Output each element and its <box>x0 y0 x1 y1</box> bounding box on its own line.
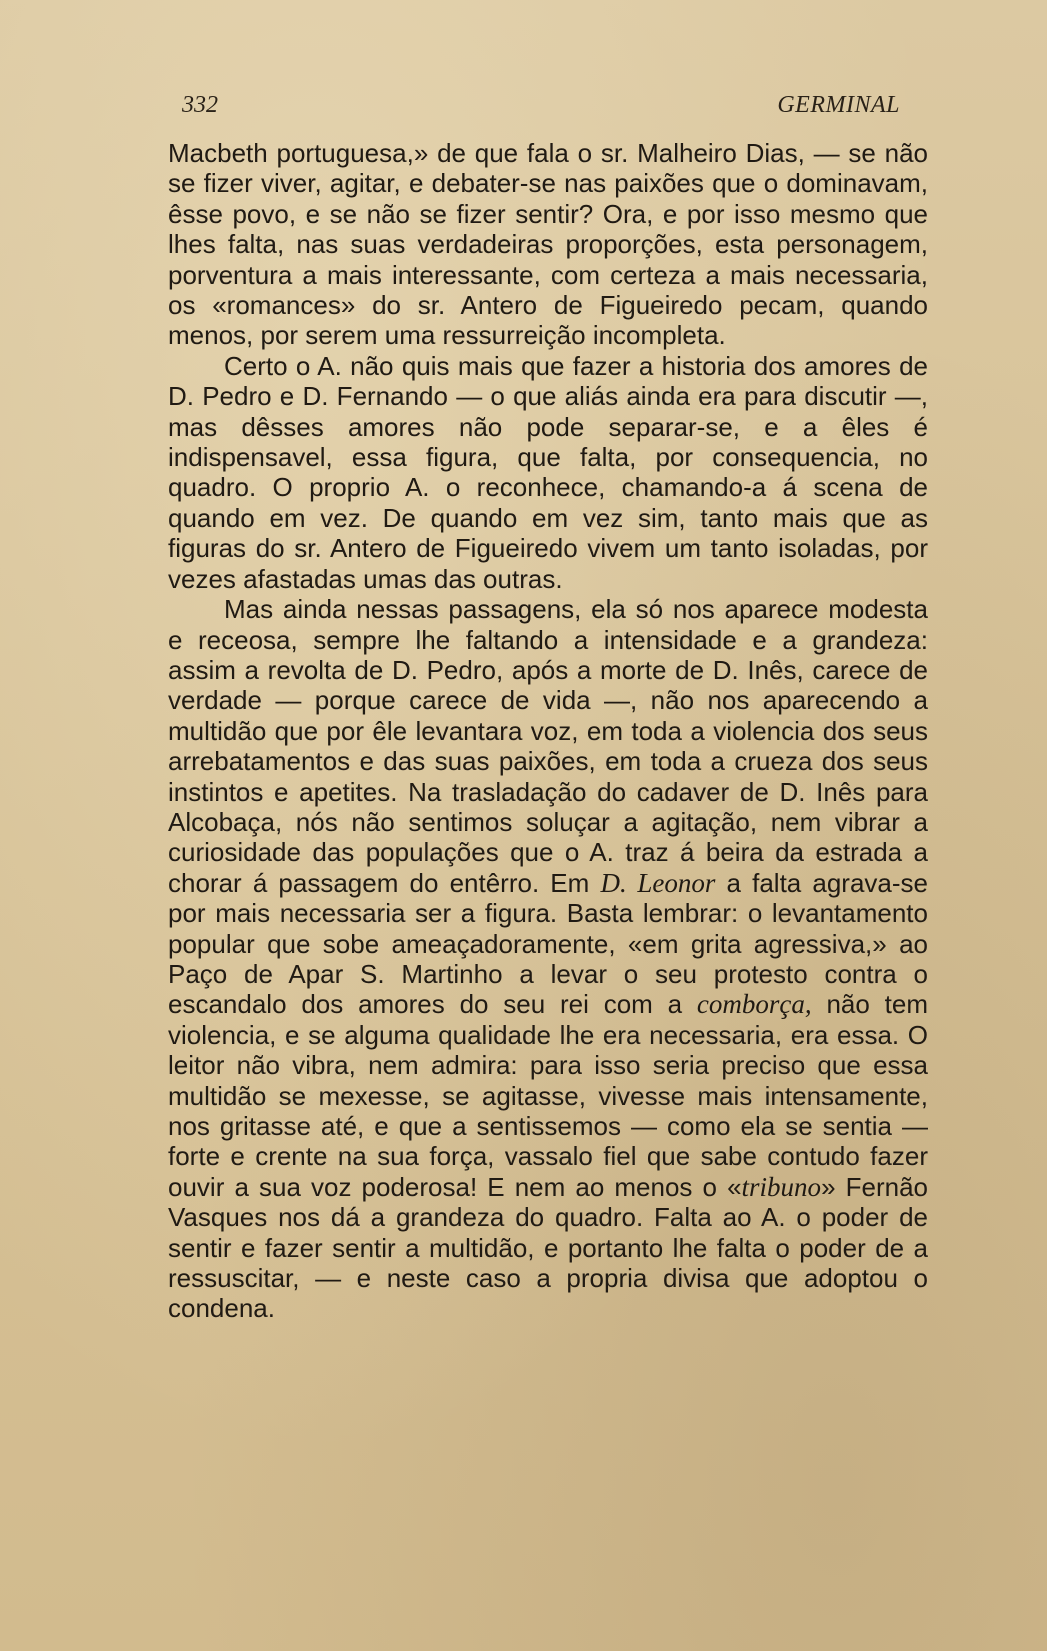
italic-word-comborca: comborça, <box>696 989 812 1020</box>
text-segment: a falta agrava-se por mais necessaria ser a figura. Basta lembrar: o levantamento popular que sobe ameaçadoramente, «em grita agressiva,» ao Paço de Apar S. Martinho a levar o seu protesto contra o escandalo dos amores do seu rei com a <box>168 867 928 1020</box>
page-header <box>170 92 900 128</box>
page-number: 332 <box>182 92 218 118</box>
text-segment: Certo o A. não quis mais que fazer a historia dos amores de D. Pedro e D. Fernando — o que aliás ainda era para discutir —, mas dêsses amores não pode separar-se, e a êles é indispensavel, essa figura, que falta, por consequencia, no quadro. O proprio A. o reconhece, chamando-a á scena de quando em vez. De quando em vez sim, tanto mais que as figuras do sr. Antero de Figueiredo vivem um tanto isoladas, por vezes afastadas umas das outras. <box>168 350 928 594</box>
running-title: GERMINAL <box>777 92 900 118</box>
italic-title-d-leonor: D. Leonor <box>600 867 716 898</box>
text-segment: Mas ainda nessas passagens, ela só nos aparece modesta e receosa, sempre lhe faltando a intensidade e a grandeza: assim a revolta de D. Pedro, após a morte de D. Inês, carece de verdade — porque carece de vida —, não nos aparecendo a multidão que por êle levantara voz, em toda a violencia dos seus arrebatamentos e das suas paixões, em toda a crueza dos seus instintos e apetites. Na trasladação do cadaver de D. Inês para Alcobaça, nós não sentimos soluçar a agitação, nem vibrar a curiosidade das populações que o A. traz á beira da estrada a chorar á passagem do entêrro. Em <box>168 594 928 898</box>
paragraph-2 <box>168 351 928 594</box>
text-segment: » Fernão Vasques nos dá a grandeza do quadro. Falta ao A. o poder de sentir e fazer sentir a multidão, e portanto lhe falta o poder de a ressuscitar, — e neste caso a propria divisa que adoptou o condena. <box>168 1171 928 1324</box>
text-segment: Macbeth portuguesa,» de que fala o sr. Malheiro Dias, — se não se fizer viver, agitar, e debater-se nas paixões que o dominavam, êsse povo, e se não se fizer sentir? Ora, e por isso mesmo que lhes falta, nas suas verdadeiras proporções, esta personagem, porventura a mais interessante, com certeza a mais necessaria, os «romances» do sr. Antero de Figueiredo pecam, quando menos, por serem uma ressurreição incompleta. <box>168 138 928 351</box>
body-text <box>168 138 928 1324</box>
text-segment: não tem violencia, e se alguma qualidade lhe era necessaria, era essa. O leitor não vibra, nem admira: para isso seria preciso que essa multidão se mexesse, se agitasse, vivesse mais intensamente, nos gritasse até, e que a sentissemos — como ela se sentia — forte e crente na sua força, vassalo fiel que sabe contudo fazer ouvir a sua voz poderosa! E nem ao menos o « <box>168 989 928 1202</box>
italic-word-tribuno: tribuno <box>741 1171 822 1202</box>
paragraph-3 <box>168 594 928 1324</box>
paragraph-1 <box>168 138 928 351</box>
